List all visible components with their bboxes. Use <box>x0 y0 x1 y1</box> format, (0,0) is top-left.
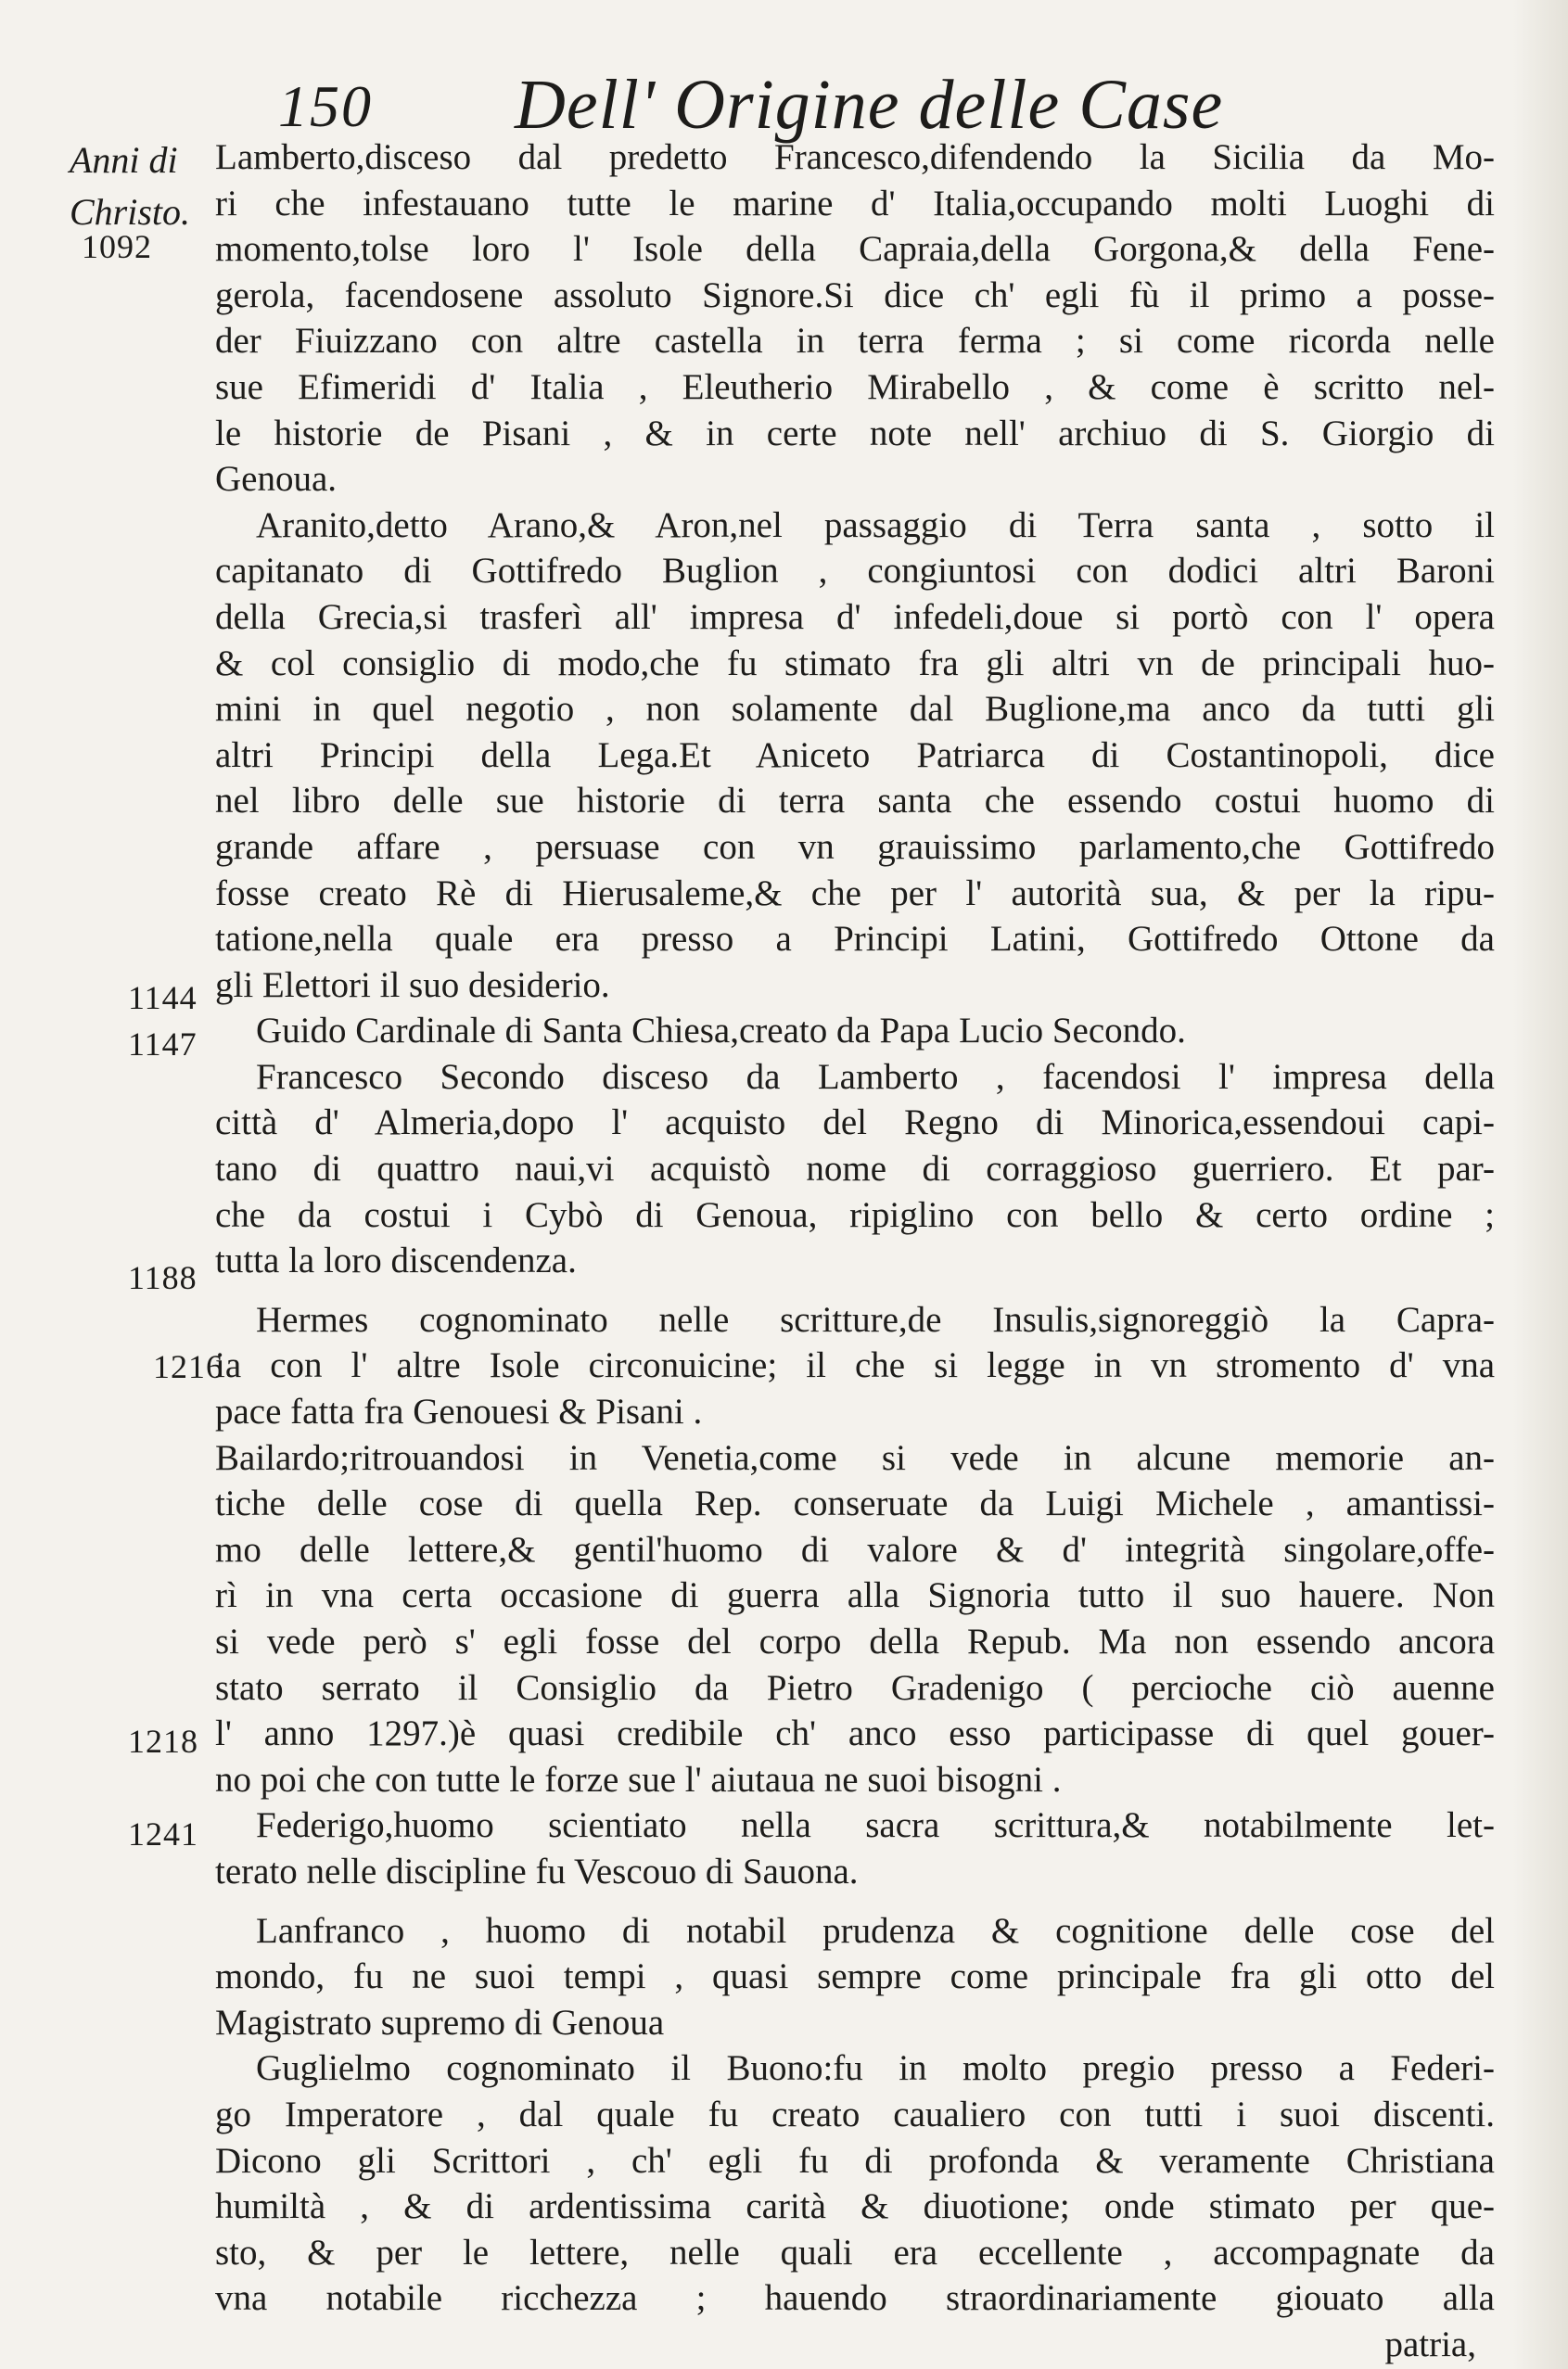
text-line: gerola, facendosene assoluto Signore.Si dice ch' egli fù il primo a posse- <box>215 274 1495 315</box>
text-line: stato serrato il Consiglio da Pietro Gradenigo ( percioche ciò auenne <box>215 1667 1495 1708</box>
text-line: Dicono gli Scrittori , ch' egli fu di profonda & veramente Christiana <box>215 2140 1495 2181</box>
margin-heading <box>70 134 236 238</box>
text-line: Guglielmo cognominato il Buono:fu in molto pregio presso a Federi- <box>256 2048 1495 2089</box>
text-line: sue Efimeridi d' Italia , Eleutherio Mirabello , & come è scritto nel- <box>215 366 1495 407</box>
text-line: città d' Almeria,dopo l' acquisto del Regno di Minorica,essendoui capi- <box>215 1102 1495 1143</box>
text-line: ri che infestauano tutte le marine d' Italia,occupando molti Luoghi di <box>215 183 1495 223</box>
text-line: capitanato di Gottifredo Buglion , congiuntosi con dodici altri Baroni <box>215 551 1495 592</box>
year-note-1147: 1147 <box>128 1025 198 1063</box>
year-note-1092: 1092 <box>82 228 152 265</box>
text-line: mini in quel negotio , non solamente dal Buglione,ma anco da tutti gli <box>215 689 1495 730</box>
year-note-1218: 1218 <box>128 1723 198 1760</box>
text-line: Aranito,detto Arano,& Aron,nel passaggio di Terra santa , sotto il <box>256 504 1495 545</box>
margin-heading-line-1: Anni di <box>70 139 178 181</box>
text-line: nel libro delle sue historie di terra santa che essendo costui huomo di <box>215 781 1495 822</box>
page-number: 150 <box>278 73 373 139</box>
text-line: mo delle lettere,& gentil'huomo di valore & d' integrità singolare,offe- <box>215 1529 1495 1570</box>
text-line: le historie de Pisani , & in certe note nell' archiuo di S. Giorgio di <box>215 413 1495 453</box>
year-note-1241: 1241 <box>128 1815 198 1853</box>
text-line: Hermes cognominato nelle scritture,de Insulis,signoreggiò la Capra- <box>256 1299 1495 1340</box>
text-line: go Imperatore , dal quale fu creato caualiero con tutti i suoi discenti. <box>215 2094 1495 2134</box>
text-line: der Fiuizzano con altre castella in terra ferma ; si come ricorda nelle <box>215 321 1495 362</box>
text-line: Guido Cardinale di Santa Chiesa,creato da Papa Lucio Secondo. <box>256 1011 1186 1051</box>
year-note-1144: 1144 <box>128 979 198 1016</box>
text-line: si vede però s' egli fosse del corpo della Repub. Ma non essendo ancora <box>215 1622 1495 1662</box>
text-line: Genoua. <box>215 459 338 500</box>
text-line: tatione,nella quale era presso a Principi Latini, Gottifredo Ottone da <box>215 919 1495 960</box>
text-line: Francesco Secondo disceso da Lamberto , facendosi l' impresa della <box>256 1056 1495 1097</box>
year-note-1188: 1188 <box>128 1259 198 1296</box>
text-line: Federigo,huomo scientiato nella sacra scrittura,& notabilmente let- <box>256 1805 1495 1846</box>
text-line: ia con l' altre Isole circonuicine; il che si legge in vn stromento d' vna <box>215 1345 1495 1386</box>
year-note-1216: 1216 <box>153 1348 223 1385</box>
text-line: momento,tolse loro l' Isole della Capraia,della Gorgona,& della Fene- <box>215 229 1495 270</box>
text-line: mondo, fu ne suoi tempi , quasi sempre come principale fra gli otto del <box>215 1956 1495 1997</box>
text-line: Magistrato supremo di Genoua <box>215 2002 665 2043</box>
text-line: fosse creato Rè di Hierusaleme,& che per l' autorità sua, & per la ripu- <box>215 872 1495 913</box>
text-line: vna notabile ricchezza ; hauendo straordinariamente giouato alla <box>215 2278 1495 2319</box>
text-line: Lanfranco , huomo di notabil prudenza & cognitione delle cose del <box>256 1910 1495 1951</box>
text-line: humiltà , & di ardentissima carità & diuotione; onde stimato per que- <box>215 2186 1495 2227</box>
text-line: gli Elettori il suo desiderio. <box>215 964 610 1005</box>
page-edge-shadow <box>1512 0 1568 2369</box>
text-line: pace fatta fra Genouesi & Pisani . <box>215 1392 703 1433</box>
text-line: della Grecia,si trasferì all' impresa d' infedeli,doue si portò con l' opera <box>215 596 1495 637</box>
text-line: rì in vna certa occasione di guerra alla Signoria tutto il suo hauere. Non <box>215 1575 1495 1616</box>
text-line: tano di quattro naui,vi acquistò nome di corraggioso guerriero. Et par- <box>215 1149 1495 1190</box>
text-line: Lamberto,disceso dal predetto Francesco,difendendo la Sicilia da Mo- <box>215 137 1495 177</box>
body-text <box>215 134 1495 2368</box>
margin-heading-line-2: Christo. <box>70 191 191 233</box>
text-line: tutta la loro discendenza. <box>215 1241 577 1281</box>
text-line: no poi che con tutte le forze sue l' aiutaua ne suoi bisogni . <box>215 1759 1062 1800</box>
text-line: grande affare , persuase con vn grauissimo parlamento,che Gottifredo <box>215 826 1495 867</box>
text-line: sto, & per le lettere, nelle quali era eccellente , accompagnate da <box>215 2232 1495 2273</box>
running-title: Dell' Origine delle Case <box>515 66 1224 144</box>
text-line: che da costui i Cybò di Genoua, ripiglino con bello & certo ordine ; <box>215 1194 1495 1235</box>
text-line: l' anno 1297.)è quasi credibile ch' anco esso participasse di quel gouer- <box>215 1713 1495 1754</box>
text-line: Bailardo;ritrouandosi in Venetia,come si vede in alcune memorie an- <box>215 1437 1495 1478</box>
text-line: tiche delle cose di quella Rep. conseruate da Luigi Michele , amantissi- <box>215 1484 1495 1524</box>
catchword: patria, <box>1384 2324 1476 2364</box>
text-line: terato nelle discipline fu Vescouo di Sauona. <box>215 1851 859 1891</box>
text-line: & col consiglio di modo,che fu stimato fra gli altri vn de principali huo- <box>215 643 1495 683</box>
text-line: altri Principi della Lega.Et Aniceto Patriarca di Costantinopoli, dice <box>215 734 1495 775</box>
